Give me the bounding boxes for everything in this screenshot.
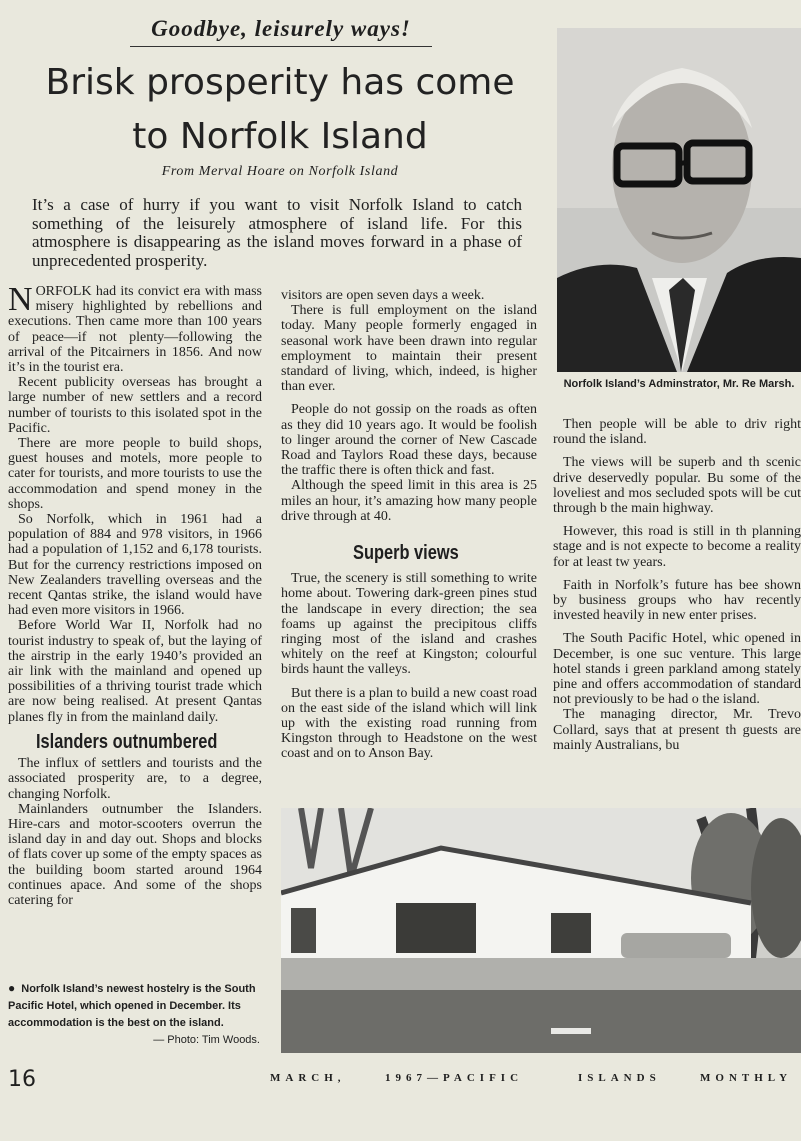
col3-paragraph-3: However, this road is still in th planning stage and is not expecte to become a reality for at least tw years. xyxy=(553,524,801,570)
col3-paragraph-6: The managing director, Mr. Trevo Collard, says that at present th guests are mainly Australians, bu xyxy=(553,707,801,753)
col3-paragraph-4: Faith in Norfolk’s future has bee shown by business groups who hav recently invested heavily in new enter prises. xyxy=(553,577,801,624)
caption-bullet-icon: ● xyxy=(8,981,16,995)
drop-cap: N xyxy=(8,281,33,318)
footer-month: MARCH, xyxy=(270,1072,346,1084)
page-number: 16 xyxy=(8,1067,36,1092)
col1-paragraph-5: Before World War II, Norfolk had no tourist industry to speak of, but the laying of the airstrip in the early 1940’s provided an air link with the mainland and opened up possibilities of a thriving tourist trade which are now being realised. At present Qantas planes fly in from the mainland daily. xyxy=(8,618,262,725)
kicker-heading: Goodbye, leisurely ways! xyxy=(130,16,432,47)
col3-paragraph-5: The South Pacific Hotel, whic opened in December, is one suc venture. This large hotel stands i green parkland among stately pine and offers accommodation of standard not previously to be had o the island. xyxy=(553,631,801,708)
footer-islands: ISLANDS xyxy=(578,1072,661,1084)
col2-paragraph-2: There is full employment on the island today. Many people formerly engaged in seasonal work have been drawn into regular employment to maintain their present standard of living, which, indeed, is higher than ever. xyxy=(281,303,537,395)
intro-paragraph: It’s a case of hurry if you want to visit Norfolk Island to catch something of the leisurely atmosphere of island life. For this atmosphere is disappearing as the island moves forward in a phase of unprecedented prosperity. xyxy=(32,195,522,270)
hotel-photo xyxy=(281,808,801,1053)
col3-paragraph-1: Then people will be able to driv right round the island. xyxy=(553,417,801,448)
administrator-portrait-photo xyxy=(557,28,801,372)
hotel-caption-text: Norfolk Island’s newest hostelry is the South Pacific Hotel, which opened in December. Its accommodation is the best on the island. xyxy=(8,983,256,1029)
col1-paragraph-1: ORFOLK had its convict era with mass misery highlighted by rebellions and executions. Then came more than 100 years of peace—if not plenty—following the arrival of the Pitcairners in 1856. And now it’s in the tourist era. xyxy=(8,284,262,376)
col2-paragraph-5: True, the scenery is still something to write home about. Towering dark-green pines stud the landscape in every direction; the sea foams up against the precipitous cliffs ringing most of the island and crashes whitely on the reef at Kingston; colourful birds haunt the valleys. xyxy=(281,571,537,678)
col1-paragraph-4: So Norfolk, which in 1961 had a population of 884 and 978 visitors, in 1966 had a population of 1,152 and 6,178 tourists. But for the currency restrictions imposed on New Zealanders travelling overseas and the recent Qantas strike, the island would have had even more visitors in 1966. xyxy=(8,512,262,619)
footer-monthly: MONTHLY xyxy=(700,1072,793,1084)
col2-paragraph-3: People do not gossip on the roads as often as they did 10 years ago. It would be foolish to linger around the corner of New Cascade Road and Taylors Road these days, because the traffic there is often thick and fast. xyxy=(281,402,537,479)
byline: From Merval Hoare on Norfolk Island xyxy=(161,164,399,179)
photo-credit: — Photo: Tim Woods. xyxy=(153,1034,260,1046)
col2-paragraph-1: visitors are open seven days a week. xyxy=(281,288,485,303)
article-headline xyxy=(20,56,540,164)
col2-paragraph-6: But there is a plan to build a new coast road on the east side of the island which will link up with the existing road running from Kingston through to Headstone on the west coast and on to Anson Bay. xyxy=(281,685,537,762)
col1-paragraph-3: There are more people to build shops, guest houses and motels, more people to cater for tourists, and more tourists to use the accommodation and spend money in the shops. xyxy=(8,436,262,512)
col1-paragraph-7: Mainlanders outnumber the Islanders. Hire-cars and motor-scooters overrun the island day in and day out. Shops and blocks of flats cover up some of the empty spaces as the building boom started around 1964 continues apace. And some of the shops catering for xyxy=(8,801,262,908)
headline-line-2: to Norfolk Island xyxy=(132,116,428,157)
column-2 xyxy=(281,288,537,762)
subhead-islanders-outnumbered: Islanders outnumbered xyxy=(36,730,218,753)
subhead-superb-views: Superb views xyxy=(353,542,459,565)
column-1 xyxy=(8,281,262,908)
hotel-caption xyxy=(8,980,260,1049)
footer-year-magazine: 1967—PACIFIC xyxy=(385,1072,524,1084)
col1-paragraph-6: The influx of settlers and tourists and the associated prosperity are, to a degree, changing Norfolk. xyxy=(8,756,262,802)
col2-paragraph-4: Although the speed limit in this area is 25 miles an hour, it’s amazing how many people drive through at 40. xyxy=(281,478,537,524)
headline-line-1: Brisk prosperity has come xyxy=(45,62,515,103)
col3-paragraph-2: The views will be superb and th scenic drive deservedly popular. Bu some of the loveliest and mos secluded spots will be cut through b the main highway. xyxy=(553,455,801,517)
column-3 xyxy=(553,417,801,753)
portrait-caption: Norfolk Island’s Adminstrator, Mr. Re Marsh. xyxy=(563,378,795,390)
col1-paragraph-2: Recent publicity overseas has brought a large number of new settlers and a record number of tourists to this isolated spot in the Pacific. xyxy=(8,375,262,436)
